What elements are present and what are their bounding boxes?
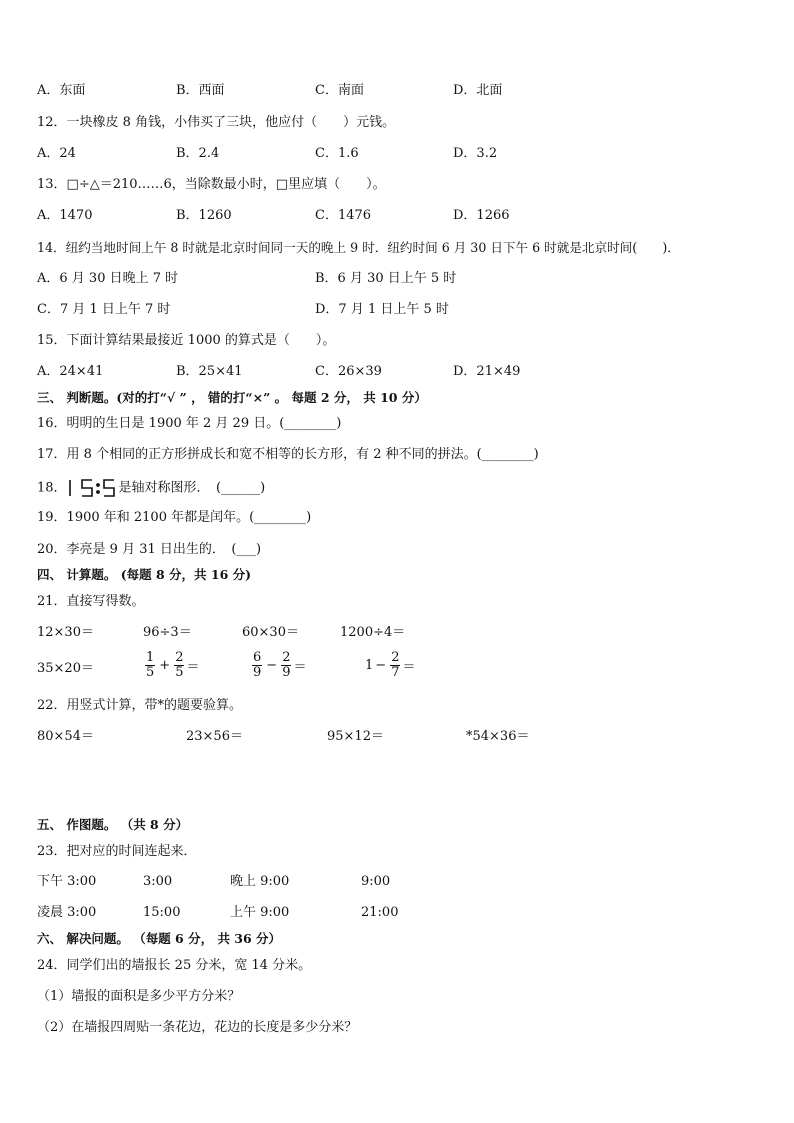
- q14-text: 14．纽约当地时间上午 8 时就是北京时间同一天的晚上 9 时．纽约时间 6 月 30 日下午 6 时就是北京时间( )．: [37, 240, 680, 255]
- q13-option-c: C．1476: [315, 208, 372, 223]
- q21-item-1: 12×30＝: [37, 625, 94, 640]
- q23-row1-item-3: 晚上 9:00: [230, 874, 290, 889]
- q21-item-5: 35×20＝: [37, 661, 94, 676]
- q21-item-4: 1200÷4＝: [340, 625, 406, 640]
- q11-option-b: B．西面: [176, 83, 225, 98]
- q22-item-4: *54×36＝: [466, 729, 530, 744]
- q23-row1-item-1: 下午 3:00: [37, 874, 97, 889]
- q12-option-a: A．24: [37, 146, 76, 161]
- q12-option-d: D．3.2: [453, 146, 498, 161]
- q12-text: 12．一块橡皮 8 角钱，小伟买了三块，他应付（ ）元钱。: [37, 115, 396, 130]
- q15-text: 15．下面计算结果最接近 1000 的算式是（ ）。: [37, 333, 336, 348]
- q23-row2-item-1: 凌晨 3:00: [37, 905, 97, 920]
- q24-part-2: （2）在墙报四周贴一条花边，花边的长度是多少分米？: [37, 1020, 358, 1035]
- lcd-digits-icon: [67, 479, 117, 497]
- section-5-heading: 五、 作图题。 （共 8 分）: [37, 817, 189, 832]
- q14-option-a: A．6 月 30 日晚上 7 时: [37, 271, 179, 286]
- section-3-heading: 三、 判断题。(对的打“√ ” ， 错的打“×” 。 每题 2 分， 共 10 分）: [37, 390, 427, 405]
- q21-fraction-2: 6 9 − $\frac{2}{9}$ ＝: [253, 650, 307, 680]
- q11-option-c: C．南面: [315, 83, 364, 98]
- q20-text: 20．李亮是 9 月 31 日出生的． (___): [37, 542, 262, 557]
- q22-text: 22．用竖式计算，带*的题要验算。: [37, 698, 243, 713]
- q17-text: 17．用 8 个相同的正方形拼成长和宽不相等的长方形，有 2 种不同的拼法。(________): [37, 447, 539, 462]
- q18-text: [37, 479, 265, 497]
- q23-text: 23．把对应的时间连起来．: [37, 844, 197, 859]
- q13-option-d: D．1266: [453, 208, 510, 223]
- q24-text: 24．同学们出的墙报长 25 分米，宽 14 分米。: [37, 958, 312, 973]
- q22-item-3: 95×12＝: [327, 729, 384, 744]
- q13-option-a: A．1470: [37, 208, 93, 223]
- q11-option-d: D．北面: [453, 83, 503, 98]
- q24-part-1: （1）墙报的面积是多少平方分米？: [37, 989, 241, 1004]
- q15-option-c: C．26×39: [315, 364, 382, 379]
- section-6-heading: 六、 解决问题。 （每题 6 分， 共 36 分）: [37, 931, 282, 946]
- q15-option-a: A．24×41: [37, 364, 104, 379]
- q12-option-c: C．1.6: [315, 146, 359, 161]
- q12-option-b: B．2.4: [176, 146, 220, 161]
- q21-fraction-3: 1 − $\frac{2}{7}$ ＝: [365, 650, 416, 680]
- q18-number: 18．: [37, 480, 67, 496]
- q15-option-d: D．21×49: [453, 364, 521, 379]
- q23-row1-item-2: 3:00: [143, 874, 173, 889]
- q14-option-d: D．7 月 1 日上午 5 时: [315, 302, 449, 317]
- q23-row2-item-3: 上午 9:00: [230, 905, 290, 920]
- q22-item-2: 23×56＝: [186, 729, 243, 744]
- q16-text: 16．明明的生日是 1900 年 2 月 29 日。(________): [37, 416, 342, 431]
- q13-option-b: B．1260: [176, 208, 232, 223]
- q19-text: 19．1900 年和 2100 年都是闰年。(________): [37, 510, 312, 525]
- q23-row2-item-4: 21:00: [361, 905, 399, 920]
- q21-item-3: 60×30＝: [242, 625, 299, 640]
- q22-item-1: 80×54＝: [37, 729, 94, 744]
- q23-row2-item-2: 15:00: [143, 905, 181, 920]
- q13-text: 13．□÷△＝210……6，当除数最小时，□里应填（ ）。: [37, 177, 386, 192]
- q21-item-2: 96÷3＝: [143, 625, 192, 640]
- q14-option-b: B．6 月 30 日上午 5 时: [315, 271, 457, 286]
- q14-option-c: C．7 月 1 日上午 7 时: [37, 302, 171, 317]
- q21-text: 21．直接写得数。: [37, 594, 145, 609]
- q23-row1-item-4: 9:00: [361, 874, 391, 889]
- q11-option-a: A．东面: [37, 83, 86, 98]
- q21-fraction-1: 1 5 + $\frac{2}{5}$ ＝: [146, 650, 200, 680]
- q15-option-b: B．25×41: [176, 364, 243, 379]
- section-4-heading: 四、 计算题。 (每题 8 分，共 16 分): [37, 567, 252, 582]
- q18-rest: 是轴对称图形． (______): [118, 480, 266, 496]
